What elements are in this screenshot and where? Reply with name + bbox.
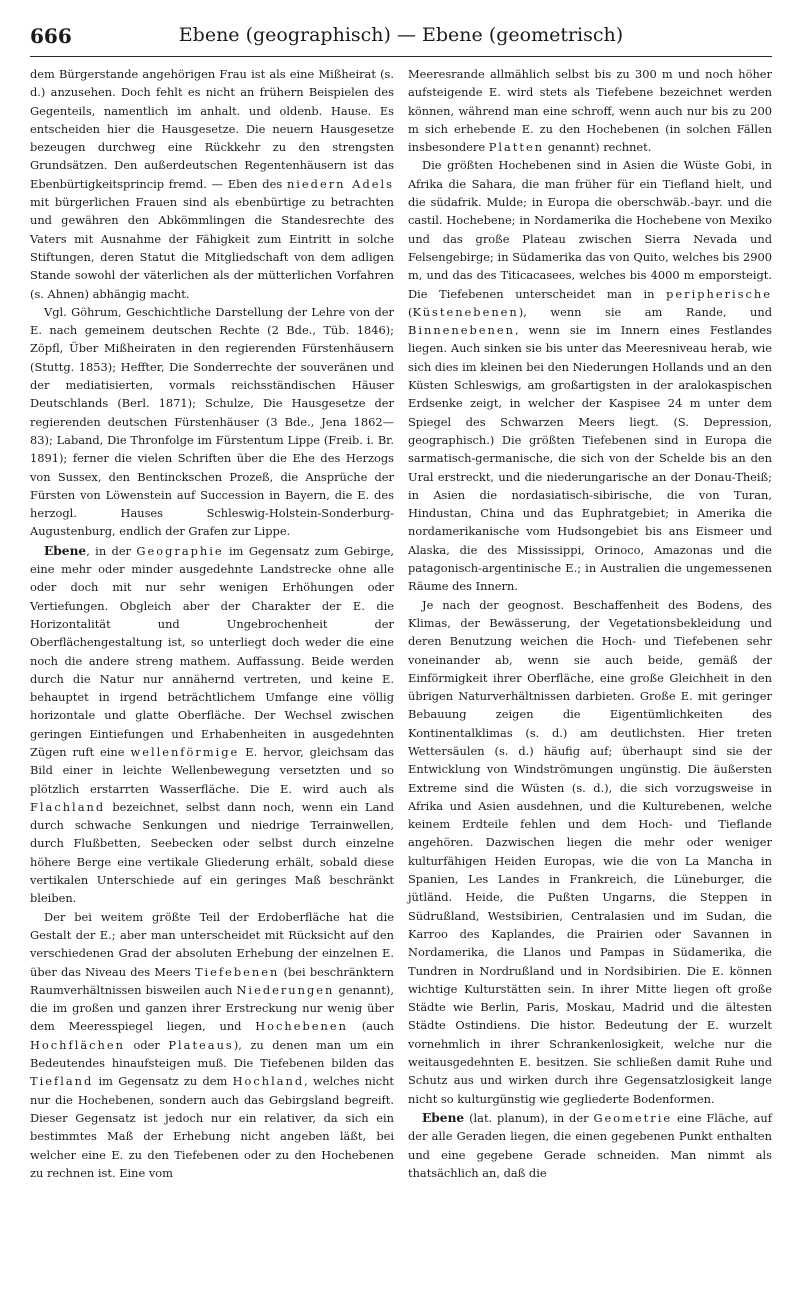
entry-ebene-geometrie: Ebene (lat. planum), in der Geometrie eine Fläche, auf der alle Geraden liegen, die einen gegebenen Punkt enthalten und eine gegebene Gerade schneiden. Man nimmt als thatsächlich an, daß die bbox=[408, 1110, 772, 1180]
right-column bbox=[408, 65, 772, 1182]
paragraph: Der bei weitem größte Teil der Erdoberfläche hat die Gestalt der E.; aber man unterscheidet mit Rücksicht auf den verschiedenen Grad der absoluten Erhebung der einzelnen E. über das Niveau des Meers Tiefebenen (bei beschränktern Raumverhältnissen bisweilen auch Niederungen genannt), die im großen und ganzen ihrer Erstreckung nur wenig über dem Meeresspiegel liegen, und Hochebenen (auch Hochflächen oder Plateaus), zu denen man um ein Bedeutendes hinaufsteigen muß. Die Tiefebenen bilden das Tiefland im Gegensatz zu dem Hochland, welches nicht nur die Hochebenen, sondern auch das Gebirgsland begreift. Dieser Gegensatz ist jedoch nur ein relativer, da sich ein bestimmtes Maß der Erhebung nicht angeben läßt, bei welcher eine E. zu den Tiefebenen oder zu den Hochebenen zu rechnen ist. Eine vom bbox=[30, 909, 395, 1180]
bibliography-paragraph: Vgl. Göhrum, Geschichtliche Darstellung der Lehre von der E. nach gemeinem deutschen Rechte (2 Bde., Tüb. 1846); Zöpfl, Über Mißheiraten in den regierenden Fürstenhäusern (Stuttg. 1853); Heffter, Die Sonderrechte der souveränen und der mediatisierten, vormals reichsständischen Häuser Deutschlands (Berl. 1871); Schulze, Die Hausgesetze der regierenden deutschen Fürstenhäuser (3 Bde., Jena 1862—83); Laband, Die Thronfolge im Fürstentum Lippe (Freib. i. Br. 1891); ferner die vielen Schriften über die Ehe des Herzogs von Sussex, den Bentinckschen Prozeß, die Ansprüche der Fürsten von Löwenstein auf Succession in Bayern, die E. des herzogl. Hauses Schleswig-Holstein-Sonderburg-Augustenburg, endlich der Grafen zur Lippe. bbox=[30, 304, 394, 539]
running-head: Ebene (geographisch) — Ebene (geometrisch) bbox=[178, 24, 624, 46]
paragraph: dem Bürgerstande angehörigen Frau ist als eine Mißheirat (s. d.) anzusehen. Doch fehlt es nicht an frühern Beispielen des Gegenteils, namentlich im anhalt. und oldenb. Hause. Es entscheiden hier die Hausgesetze. Die neuern Hausgesetze bezeugen durchweg eine Rückkehr zu den strengsten Grundsätzen. Den außerdeutschen Regentenhäusern ist das Ebenbürtigkeitsprincip fremd. — Eben des niedern Adels mit bürgerlichen Frauen sind als ebenbürtige zu betrachten und gewähren den Abkömmlingen die Standesrechte des Vaters mit Ausnahme der Fähigkeit zum Eintritt in solche Stiftungen, deren Statut die Mitgliedschaft von dem adligen Stande sowohl der väterlichen als der mütterlichen Vorfahren (s. Ahnen) abhängig macht. bbox=[30, 67, 395, 301]
paragraph: Die größten Hochebenen sind in Asien die Wüste Gobi, in Afrika die Sahara, die man früher für ein Tiefland hielt, und die südafrik. Mulde; in Europa die oberschwäb.-bayr. und die castil. Hochebene; in Nordamerika die Hochebene von Mexiko und das große Plateau zwischen Sierra Nevada und Felsengebirge; in Südamerika das von Quito, welches bis 2900 m, und das des Titicacasees, welches bis 4000 m emporsteigt. Die Tiefebenen unterscheidet man in peripherische (Küstenebenen), wenn sie am Rande, und Binnenebenen, wenn sie im Innern eines Festlandes liegen. Auch sinken sie bis unter das Meeresniveau herab, wie sich dies im kleinen bei den Niederungen Hollands und an den Küsten Schleswigs, am großartigsten in der aralokaspischen Erdsenke zeigt, in welcher der Kaspisee 24 m unter dem Spiegel des Schwarzen Meers liegt. (S. Depression, geographisch.) Die größten Tiefebenen sind in Europa die sarmatisch-germanische, die sich von der Schelde bis an den Ural erstreckt, und die niederungarische an der Donau-Theiß; in Asien die nordasiatisch-sibirische, die von Turan, Hindustan, China und das Euphratgebiet; in Amerika die nordamerikanische vom Hudsongebiet bis ans Eismeer und Alaska, die des Mississippi, Orinoco, Amazonas und die patagonisch-argentinische E.; in Australien die ungemessenen Räume des Innern. bbox=[408, 158, 773, 594]
paragraph: Meeresrande allmählich selbst bis zu 300 m und noch höher aufsteigende E. wird stets als Tiefebene bezeichnet werden können, während man eine schroff, wenn auch nur bis zu 200 m sich erhebende E. zu den Hochebenen (in solchen Fällen insbesondere Platten genannt) rechnet. bbox=[408, 67, 772, 155]
page-number: 666 bbox=[30, 24, 72, 48]
headword: Ebene bbox=[422, 1110, 465, 1125]
left-column bbox=[30, 65, 394, 1182]
text-columns bbox=[30, 65, 772, 1182]
entry-ebene-geographie: Ebene, in der Geographie im Gegensatz zum Gebirge, eine mehr oder minder ausgedehnte Landstrecke ohne alle oder doch mit nur sehr wenigen Erhöhungen oder Vertiefungen. Obgleich aber der Charakter der E. die Horizontalität und Ungebrochenheit der Oberflächengestaltung ist, so unterliegt doch weder die eine noch die andere streng mathem. Auffassung. Beide werden durch die Natur nur annähernd vertreten, und keine E. behauptet in irgend beträchtlichem Umfange eine völlig horizontale und glatte Oberfläche. Der Wechsel zwischen geringen Eintiefungen und Erhabenheiten in ausgedehnten Zügen ruft eine wellenförmige E. hervor, gleichsam das Bild einer in leichte Wellenbewegung versetzten und so plötzlich erstarrten Wasserfläche. Die E. wird auch als Flachland bezeichnet, selbst dann noch, wenn ein Land durch schwache Senkungen und niedrige Terrainwellen, durch Flußbetten, Seebecken oder selbst durch einzelne höhere Berge eine vertikale Gliederung erhält, sobald diese vertikalen Unterschiede auf ein geringes Maß beschränkt bleiben. bbox=[30, 543, 395, 906]
headword: Ebene bbox=[44, 543, 87, 558]
paragraph: Je nach der geognost. Beschaffenheit des Bodens, des Klimas, der Bewässerung, der Vegetationsbekleidung und deren Benutzung weichen die Hoch- und Tiefebenen sehr voneinander ab, wenn sie auch beide, gemäß der Einförmigkeit ihrer Oberfläche, eine große Gleichheit in den übrigen Naturverhältnissen darbieten. Große E. mit geringer Bebauung zeigen die Eigentümlichkeiten des Kontinentalklimas (s. d.) am deutlichsten. Hier treten Wettersäulen (s. d.) häufig auf; überhaupt sind sie der Entwicklung von Windströmungen ungünstig. Die äußersten Extreme sind die Wüsten (s. d.), die sich vorzugsweise in Afrika und Asien ausdehnen, und die Kulturebenen, welche keinem Erdteile fehlen und dem Hoch- und Tieflande angehören. Dazwischen liegen die mehr oder weniger kulturfähigen Heiden Europas, wie die von La Mancha in Spanien, Les Landes in Frankreich, die Lüneburger, die jütländ. Heide, die Pußten Ungarns, die Steppen in Südrußland, Westsibirien, Centralasien und im Sudan, die Karroo des Kaplandes, die Prairien oder Savannen in Nordamerika, die Llanos und Pampas in Südamerika, die Tundren in Nordrußland und in Nordsibirien. Die E. können wichtige Kulturstätten sein. In ihrer Mitte liegen oft große Städte wie Berlin, Paris, Moskau, Madrid und die ältesten Städte Ostindiens. Die histor. Bedeutung der E. wurzelt vornehmlich in ihrer Schrankenlosigkeit, welche nur die weitausgedehnten E. besitzen. Sie schließen damit Ruhe und Schutz aus und wirken durch ihre Gegensatzlosigkeit lange nicht so kulturgünstig wie gegliederte Bodenformen. bbox=[408, 597, 772, 1106]
page-header bbox=[30, 22, 772, 57]
